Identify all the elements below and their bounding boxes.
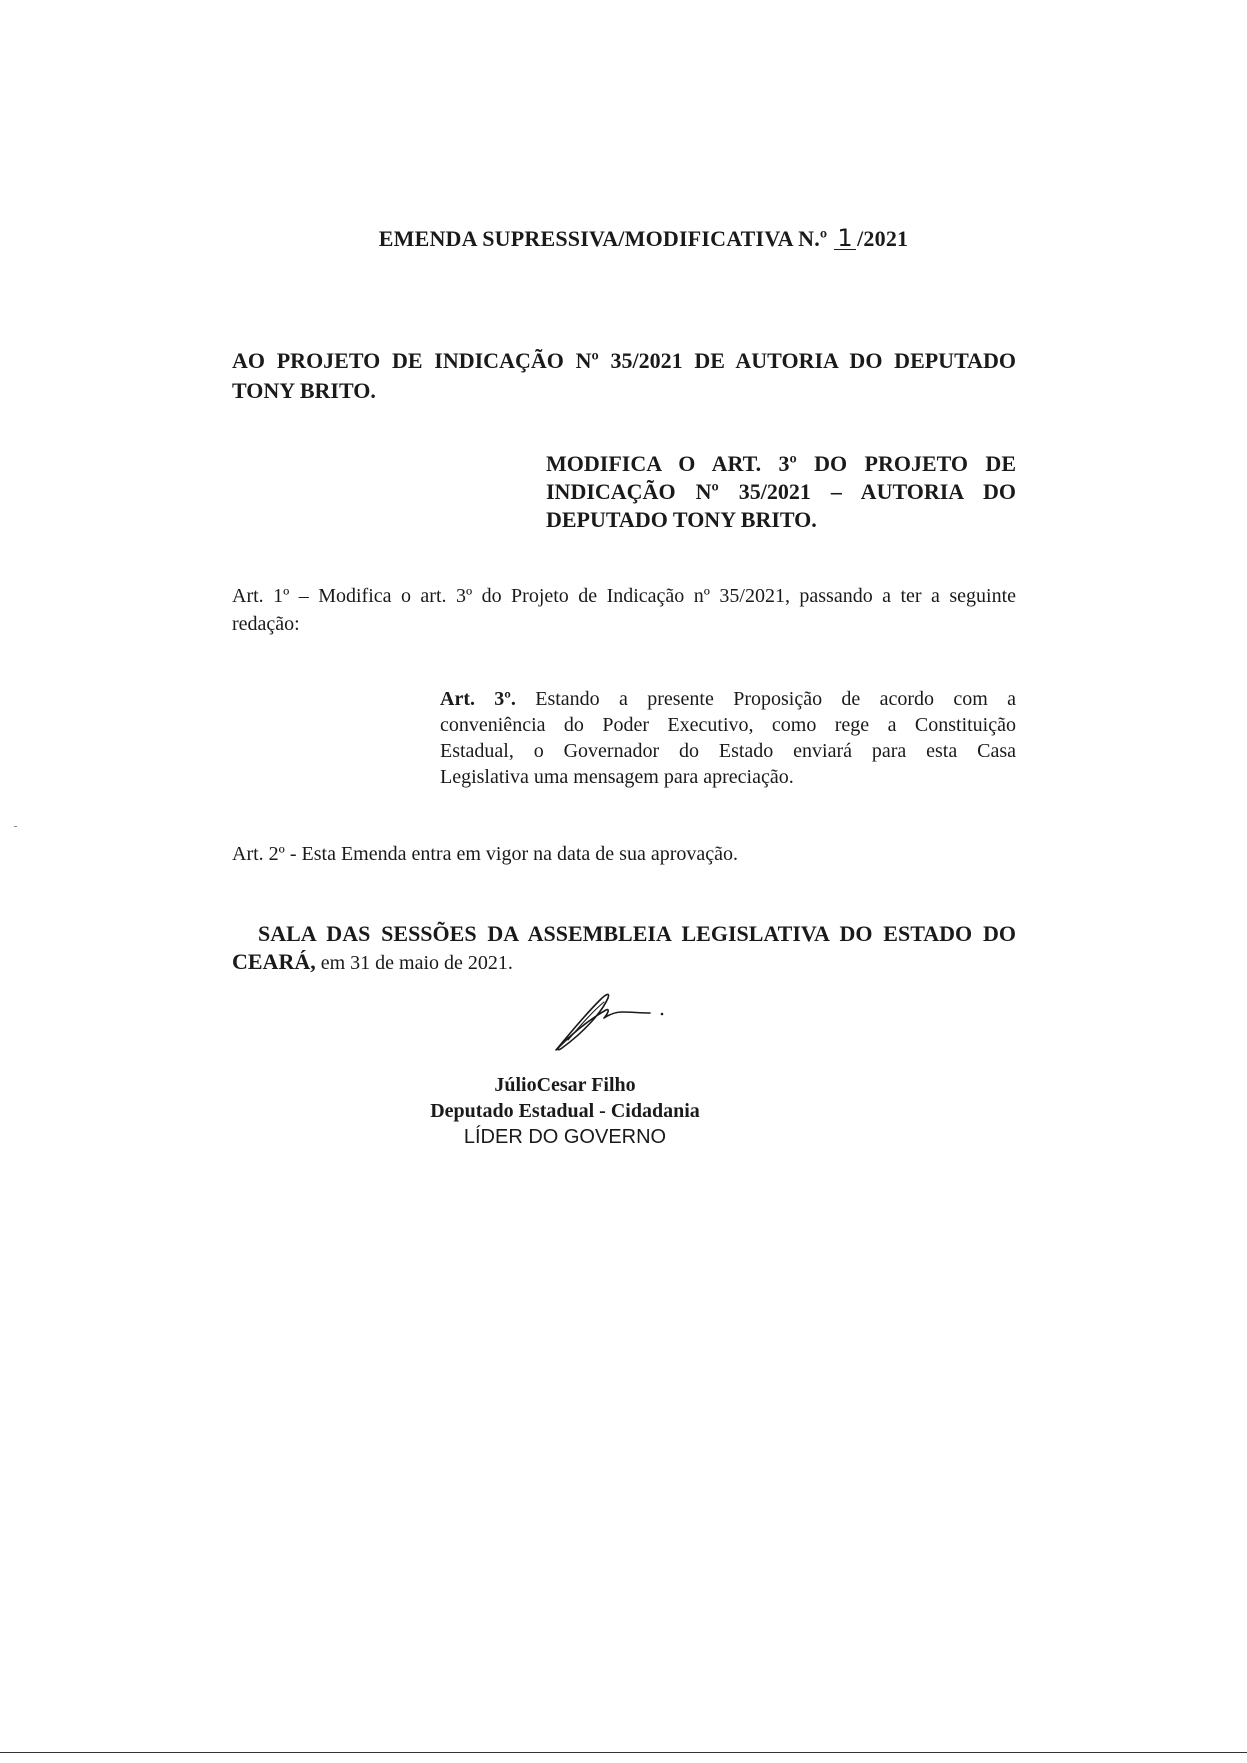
article-1-line-1: Art. 1º – Modifica o art. 3º do Projeto de Indicação nº 35/2021, passando a ter a seguinte: [232, 585, 1016, 607]
closing-line-1: SALA DAS SESSÕES DA ASSEMBLEIA LEGISLATIVA DO ESTADO DO: [258, 921, 1016, 946]
article-1: [232, 582, 1016, 638]
signer-role: Deputado Estadual - Cidadania: [430, 1100, 700, 1122]
quoted-article-label: Art. 3º.: [440, 688, 516, 710]
signer-office: LÍDER DO GOVERNO: [463, 1126, 667, 1148]
title-suffix: /2021: [857, 226, 909, 251]
project-reference-line-1: AO PROJETO DE INDICAÇÃO Nº 35/2021 DE AUTORIA DO DEPUTADO: [232, 348, 1016, 373]
quoted-article-line-1-text: Estando a presente Proposição de acordo com a: [515, 688, 1016, 710]
scan-mark: [14, 826, 17, 827]
closing-state: CEARÁ,: [232, 949, 316, 974]
document-title: [0, 226, 1247, 252]
ementa-line-1: MODIFICA O ART. 3º DO PROJETO DE: [546, 451, 1016, 476]
closing-statement: [232, 920, 1016, 977]
quoted-article-line-2: conveniência do Poder Executivo, como rege a Constituição: [440, 714, 1016, 736]
quoted-article-3: [440, 686, 1016, 790]
project-reference: [232, 346, 1016, 406]
amendment-number: 1: [834, 227, 856, 250]
closing-line-2: [232, 948, 1016, 977]
closing-date: em 31 de maio de 2021.: [315, 952, 513, 974]
ementa-line-2: INDICAÇÃO Nº 35/2021 – AUTORIA DO: [546, 479, 1016, 504]
page-bottom-rule: [0, 1752, 1247, 1753]
ementa-line-3: DEPUTADO TONY BRITO.: [546, 507, 817, 532]
signature-block: [420, 1072, 710, 1150]
article-1-line-2: redação:: [232, 613, 300, 635]
signer-name: JúlioCesar Filho: [494, 1074, 636, 1096]
quoted-article-line-4: Legislativa uma mensagem para apreciação.: [440, 766, 794, 788]
title-prefix: EMENDA SUPRESSIVA/MODIFICATIVA N.º: [378, 226, 834, 251]
handwritten-signature: [548, 988, 668, 1058]
ementa: [546, 450, 1016, 534]
quoted-article-line-3: Estadual, o Governador do Estado enviará para esta Casa: [440, 740, 1016, 762]
article-2: Art. 2º - Esta Emenda entra em vigor na data de sua aprovação.: [232, 843, 738, 865]
quoted-article-line-1: [440, 686, 1016, 712]
project-reference-line-2: TONY BRITO.: [232, 378, 376, 403]
